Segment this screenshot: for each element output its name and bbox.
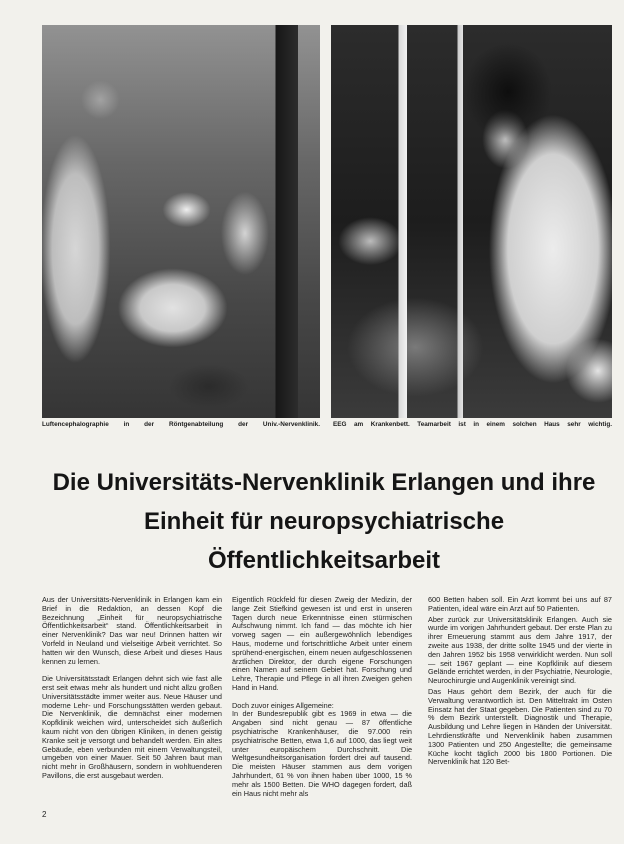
body-paragraph: Die Universitätsstadt Erlangen dehnt sich wie fast alle erst seit etwas mehr als hundert und nicht allzu großen Universitätsstädte immer weiter aus. Neue Häuser und moderne Lehr- und Forschungsstätten werden gebaut. Die Nervenklinik, die demnächst einer modernen Kopfklinik weichen wird, unterscheidet sich äußerlich kaum nicht von den übrigen Kliniken, in denen geistig Kranke seit je versorgt und behandelt werden. Ein altes Gebäude, eben verbunden mit einem Verwaltungsteil, umgeben von einer Mauer. Seit 50 Jahren baut man nicht mehr in Großhäusern, sondern in wohltuenderen Pavillons, die erst ausgebaut werden. — [42, 674, 222, 780]
headline-line-3: Öffentlichkeitsarbeit — [207, 547, 441, 574]
body-subheading: Doch zuvor einiges Allgemeine: — [232, 700, 334, 710]
photo-caption-right: EEG am Krankenbett. Teamarbeit ist in einem solchen Haus sehr wichtig. — [333, 421, 612, 428]
text-column-2 — [232, 596, 412, 798]
photo-right — [331, 25, 612, 418]
body-paragraph: Eigentlich Rückfeld für diesen Zweig der Medizin, der lange Zeit Stiefkind gewesen ist und erst in unseren Tagen durch neue Erkenntnisse einen stürmischen Aufschwung nimmt. Ich fand — das möchte ich hier vorweg sagen — ein außergewöhnlich lebendiges Haus, moderne und fortschrittliche Arbeit unter einem sprühend-energischen, einem neuen aufgeschlossenen ärztlichen Direktor, der durch eigene Forschungen einen Namen auf seinem Gebiet hat. Forschung und Lehre, Therapie und Pflege in all ihren Zweigen gehen Hand in Hand. — [232, 595, 412, 692]
text-column-1 — [42, 596, 222, 781]
body-paragraph: Aber zurück zur Universitätsklinik Erlangen. Auch sie wurde im vorigen Jahrhundert gebaut. Der erste Plan zu ihrer Erneuerung stammt aus dem Jahre 1917, der zweite aus 1938, der dritte sollte 1945 und der vierte in den Jahren 1952 bis 1958 verwirklicht werden. Nun soll — seit 1967 geplant — eine Kopfklinik auf diesem Gelände errichtet werden, in der Psychiatrie, Neurologie, Neurochirurgie und Augenklinik vereinigt sind. — [428, 614, 612, 686]
body-paragraph: Aus der Universitäts-Nervenklinik in Erlangen kam ein Brief in die Redaktion, an dessen Kopf die Bezeichnung „Einheit für neuropsychiatrische Öffentlichkeitsarbeit“ stand. Öffentlichkeitsarbeit in einer Nervenklinik? Das war neu! Drinnen hatten wir Vorfeld in Neuland und vielseitige Arbeit verrichtet. So hatten wir den Wunsch, diese Arbeit und dieses Haus kennen zu lernen. — [42, 595, 222, 666]
body-paragraph: In der Bundesrepublik gibt es 1969 in etwa — die Angaben sind nicht genau — 87 öffentliche psychiatrische Krankenhäuser, die 97.000 rein psychiatrische Betten, etwa 1,6 auf 1000, das liegt weit unter europäischem Durchschnitt. Die Weltgesundheitsorganisation fordert drei auf tausend. Die meisten Häuser stammen aus dem vorigen Jahrhundert, 61 % von ihnen haben über 1000, 15 % mehr als 1500 Betten. Die WHO dagegen fordert, daß ein Haus nicht mehr als — [232, 709, 412, 798]
photo-caption-left: Luftencephalographie in der Röntgenabteilung der Univ.-Nervenklinik. — [42, 421, 320, 428]
text-column-3 — [428, 596, 612, 767]
body-paragraph: Das Haus gehört dem Bezirk, der auch für die Verwaltung verantwortlich ist. Den Mitteltrakt im Osten Einsatz hat der Staat gegeben. Die Patienten sind zu 70 % dem Bezirk unterstellt. Diagnostik und Therapie, Ausbildung und Lehre liegen in Händen der Universität. Lehrdienstkräfte und Nervenklinik haben zusammen 1300 Patienten und 250 Angestellte; die gemeinsame Küche kocht täglich 2000 bis 1800 Portionen. Die Nervenklinik hat 120 Bet- — [428, 686, 612, 767]
page-number: 2 — [42, 810, 47, 819]
headline-line-2: Einheit für neuropsychiatrische — [143, 508, 505, 535]
photo-left — [42, 25, 320, 418]
headline-line-1: Die Universitäts-Nervenklinik Erlangen und ihre — [52, 469, 596, 496]
body-paragraph: 600 Betten haben soll. Ein Arzt kommt bei uns auf 87 Patienten, ideal wäre ein Arzt auf 50 Patienten. — [428, 595, 612, 613]
